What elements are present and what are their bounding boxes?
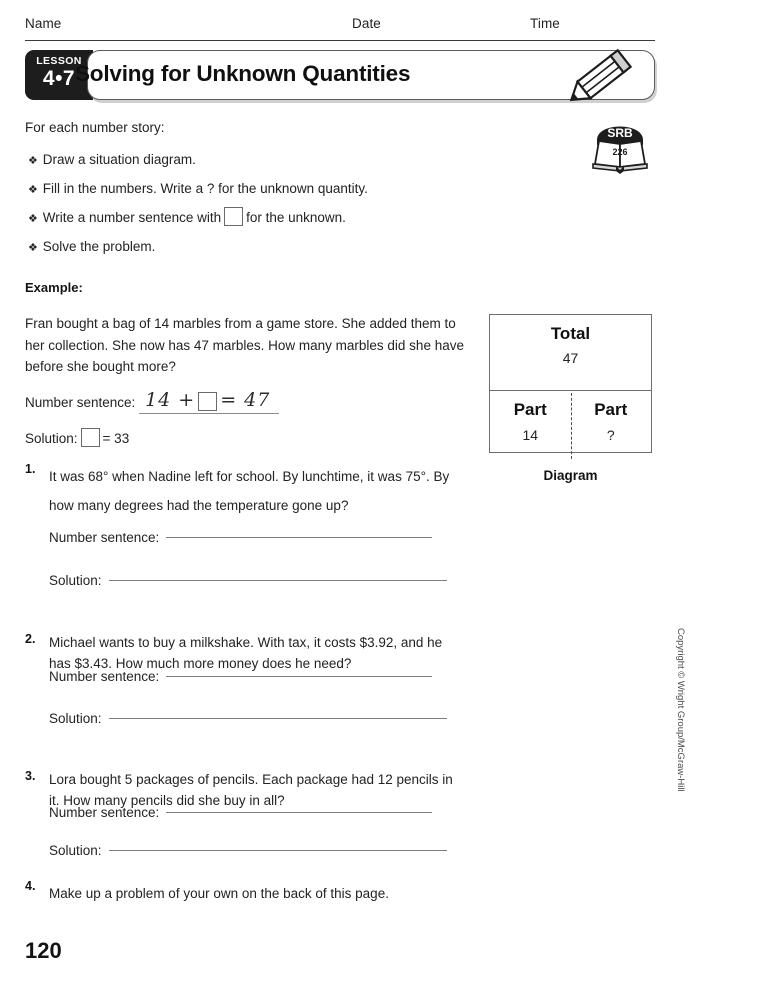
list-item bbox=[28, 145, 498, 174]
problem-3-number-sentence-blank[interactable] bbox=[166, 811, 432, 813]
list-item bbox=[28, 232, 498, 261]
problem-1-number: 1. bbox=[25, 462, 36, 476]
problem-1-text: It was 68° when Nadine left for school. By lunchtime, it was 75°. By how many degrees had the temperature gone up? bbox=[49, 469, 450, 513]
problem-1-number-sentence-label: Number sentence: bbox=[49, 530, 160, 545]
problem-2-text: Michael wants to buy a milkshake. With tax, it costs $3.92, and he has $3.43. How much more money does he need? bbox=[49, 635, 443, 671]
diagram-dashed-divider bbox=[571, 393, 572, 459]
problem-1-solution-blank[interactable] bbox=[109, 579, 447, 581]
problem-3-solution-row bbox=[49, 843, 447, 858]
problem-4 bbox=[25, 879, 465, 908]
problem-2 bbox=[25, 632, 465, 674]
list-item-label: Draw a situation diagram. bbox=[42, 152, 196, 167]
example-solution-label: Solution: bbox=[25, 431, 78, 446]
srb-open-book-icon bbox=[585, 114, 655, 176]
diamond-bullet-icon: ❖ bbox=[28, 213, 38, 225]
problem-3-number-sentence-label: Number sentence: bbox=[49, 805, 160, 820]
example-solution-row bbox=[25, 428, 129, 447]
diagram-caption: Diagram bbox=[543, 468, 598, 483]
unknown-box-icon bbox=[224, 207, 243, 226]
problem-1-number-sentence-blank[interactable] bbox=[166, 536, 432, 538]
diagram-parts-row bbox=[490, 391, 651, 461]
page-title: Solving for Unknown Quantities bbox=[75, 61, 411, 86]
list-item-label-tail: for the unknown. bbox=[246, 210, 346, 225]
example-answer-right: = 47 bbox=[220, 389, 271, 411]
diamond-bullet-icon: ❖ bbox=[28, 242, 38, 254]
list-item bbox=[28, 203, 498, 232]
instructions-intro: For each number story: bbox=[25, 120, 165, 135]
problem-2-solution-row bbox=[49, 711, 447, 726]
name-date-time-header bbox=[25, 16, 655, 41]
unknown-box-icon bbox=[198, 392, 217, 411]
diagram-part-right-header: Part bbox=[594, 400, 628, 419]
name-label: Name bbox=[25, 16, 62, 31]
problem-1-solution-row bbox=[49, 573, 447, 588]
part-total-diagram bbox=[489, 314, 652, 453]
date-label: Date bbox=[352, 16, 381, 31]
problem-2-number-sentence-label: Number sentence: bbox=[49, 669, 160, 684]
diagram-part-left-value: 14 bbox=[522, 427, 539, 443]
example-label: Example: bbox=[25, 280, 83, 295]
diagram-part-right-value: ? bbox=[606, 427, 615, 443]
example-number-sentence-row bbox=[25, 389, 279, 414]
list-item bbox=[28, 174, 498, 203]
problem-3-solution-blank[interactable] bbox=[109, 849, 447, 851]
unknown-box-icon bbox=[81, 428, 100, 447]
problem-2-solution-blank[interactable] bbox=[109, 717, 447, 719]
instructions-bullet-list bbox=[28, 145, 498, 261]
example-story: Fran bought a bag of 14 marbles from a game store. She added them to her collection. She now has 47 marbles. How many marbles did she have before she bought more? bbox=[25, 316, 464, 374]
diagram-part-right-cell bbox=[571, 391, 652, 461]
problem-1-number-sentence-row bbox=[49, 530, 432, 545]
time-label: Time bbox=[530, 16, 560, 31]
problem-3-number: 3. bbox=[25, 769, 36, 783]
lesson-number: 4•7 bbox=[42, 67, 76, 90]
diagram-part-left-cell bbox=[490, 391, 571, 461]
problem-1-solution-label: Solution: bbox=[49, 573, 102, 588]
problem-1 bbox=[25, 462, 465, 520]
lesson-title-bar bbox=[25, 50, 655, 100]
page-number: 120 bbox=[25, 938, 62, 963]
example-number-sentence-label: Number sentence: bbox=[25, 395, 136, 410]
problem-2-number: 2. bbox=[25, 632, 36, 646]
diagram-total-cell bbox=[490, 324, 651, 391]
problem-2-number-sentence-blank[interactable] bbox=[166, 675, 432, 677]
problem-3-number-sentence-row bbox=[49, 805, 432, 820]
list-item-label: Fill in the numbers. Write a ? for the unknown quantity. bbox=[42, 181, 368, 196]
problem-2-solution-label: Solution: bbox=[49, 711, 102, 726]
srb-page-text: 226 bbox=[612, 147, 628, 157]
diagram-part-left-header: Part bbox=[513, 400, 547, 419]
example-answer-left: 14 + bbox=[145, 389, 196, 411]
problem-2-number-sentence-row bbox=[49, 669, 432, 684]
diagram-total-value: 47 bbox=[562, 350, 579, 366]
example-number-sentence-answer bbox=[139, 389, 279, 414]
problem-3-text: Lora bought 5 packages of pencils. Each package had 12 pencils in it. How many pencils did she buy in all? bbox=[49, 772, 453, 808]
problem-4-text: Make up a problem of your own on the back of this page. bbox=[49, 886, 389, 901]
list-item-label: Solve the problem. bbox=[42, 239, 156, 254]
pencil-icon bbox=[560, 47, 646, 107]
diagram-total-header: Total bbox=[550, 324, 591, 343]
list-item-label: Write a number sentence with bbox=[42, 210, 222, 225]
diamond-bullet-icon: ❖ bbox=[28, 184, 38, 196]
copyright-notice: Copyright © Wright Group/McGraw-Hill bbox=[675, 628, 686, 792]
example-solution-answer: = 33 bbox=[102, 431, 130, 446]
problem-3-solution-label: Solution: bbox=[49, 843, 102, 858]
lesson-word: LESSON bbox=[36, 55, 82, 67]
diamond-bullet-icon: ❖ bbox=[28, 155, 38, 167]
srb-label-text: SRB bbox=[607, 126, 633, 140]
problem-4-number: 4. bbox=[25, 879, 36, 893]
